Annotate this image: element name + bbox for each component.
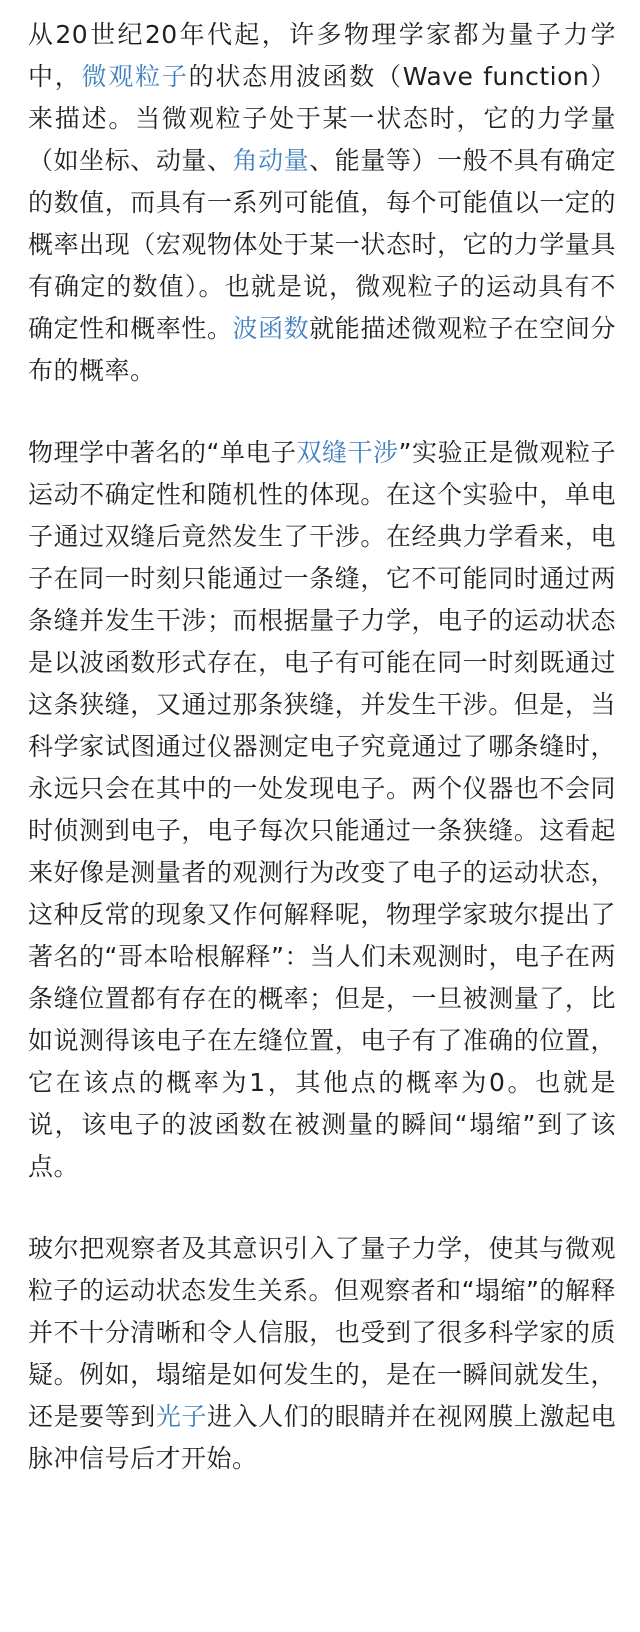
paragraph-3 bbox=[28, 1228, 616, 1480]
text-segment: ”实验正是微观粒子运动不确定性和随机性的体现。在这个实验中，单电子通过双缝后竟然发生了干涉。在经典力学看来，电子在同一时刻只能通过一条缝，它不可能同时通过两条缝并发生干涉；而根据量子力学，电子的运动状态是以波函数形式存在，电子有可能在同一时刻既通过这条狭缝，又通过那条狭缝，并发生干涉。但是，当科学家试图通过仪器测定电子究竟通过了哪条缝时，永远只会在其中的一处发现电子。两个仪器也不会同时侦测到电子，电子每次只能通过一条狭缝。这看起来好像是测量者的观测行为改变了电子的运动状态，这种反常的现象又作何解释呢，物理学家玻尔提出了著名的“哥本哈根解释”：当人们未观测时，电子在两条缝位置都有存在的概率；但是，一旦被测量了，比如说测得该电子在左缝位置，电子有了准确的位置，它在该点的概率为1，其他点的概率为0。也就是说，该电子的波函数在被测量的瞬间“塌缩”到了该点。 bbox=[28, 438, 616, 1181]
link-angular-momentum[interactable]: 角动量 bbox=[232, 146, 310, 175]
text-segment: 物理学中著名的“单电子 bbox=[28, 438, 297, 467]
link-photon[interactable]: 光子 bbox=[155, 1402, 207, 1431]
paragraph-2 bbox=[28, 432, 616, 1188]
link-double-slit[interactable]: 双缝干涉 bbox=[296, 438, 399, 467]
text-segment: 从20世纪20年代起，许多物理学家都为量子力学中， bbox=[28, 20, 616, 91]
link-micro-particle[interactable]: 微观粒子 bbox=[81, 62, 189, 91]
link-wave-function[interactable]: 波函数 bbox=[232, 314, 310, 343]
text-segment: 的状态用波函数（Wave function）来描述。当微观粒子处于某一状态时，它的力学量（如坐标、动量、 bbox=[28, 62, 616, 175]
paragraph-1 bbox=[28, 14, 616, 392]
text-segment: 、能量等）一般不具有确定的数值，而具有一系列可能值，每个可能值以一定的概率出现（宏观物体处于某一状态时，它的力学量具有确定的数值）。也就是说，微观粒子的运动具有不确定性和概率性。 bbox=[28, 146, 616, 343]
text-segment: 进入人们的眼睛并在视网膜上激起电脉冲信号后才开始。 bbox=[28, 1402, 616, 1473]
text-segment: 就能描述微观粒子在空间分布的概率。 bbox=[28, 314, 616, 385]
text-segment: 玻尔把观察者及其意识引入了量子力学，使其与微观粒子的运动状态发生关系。但观察者和“塌缩”的解释并不十分清晰和令人信服，也受到了很多科学家的质疑。例如，塌缩是如何发生的，是在一瞬间就发生，还是要等到 bbox=[28, 1234, 616, 1431]
